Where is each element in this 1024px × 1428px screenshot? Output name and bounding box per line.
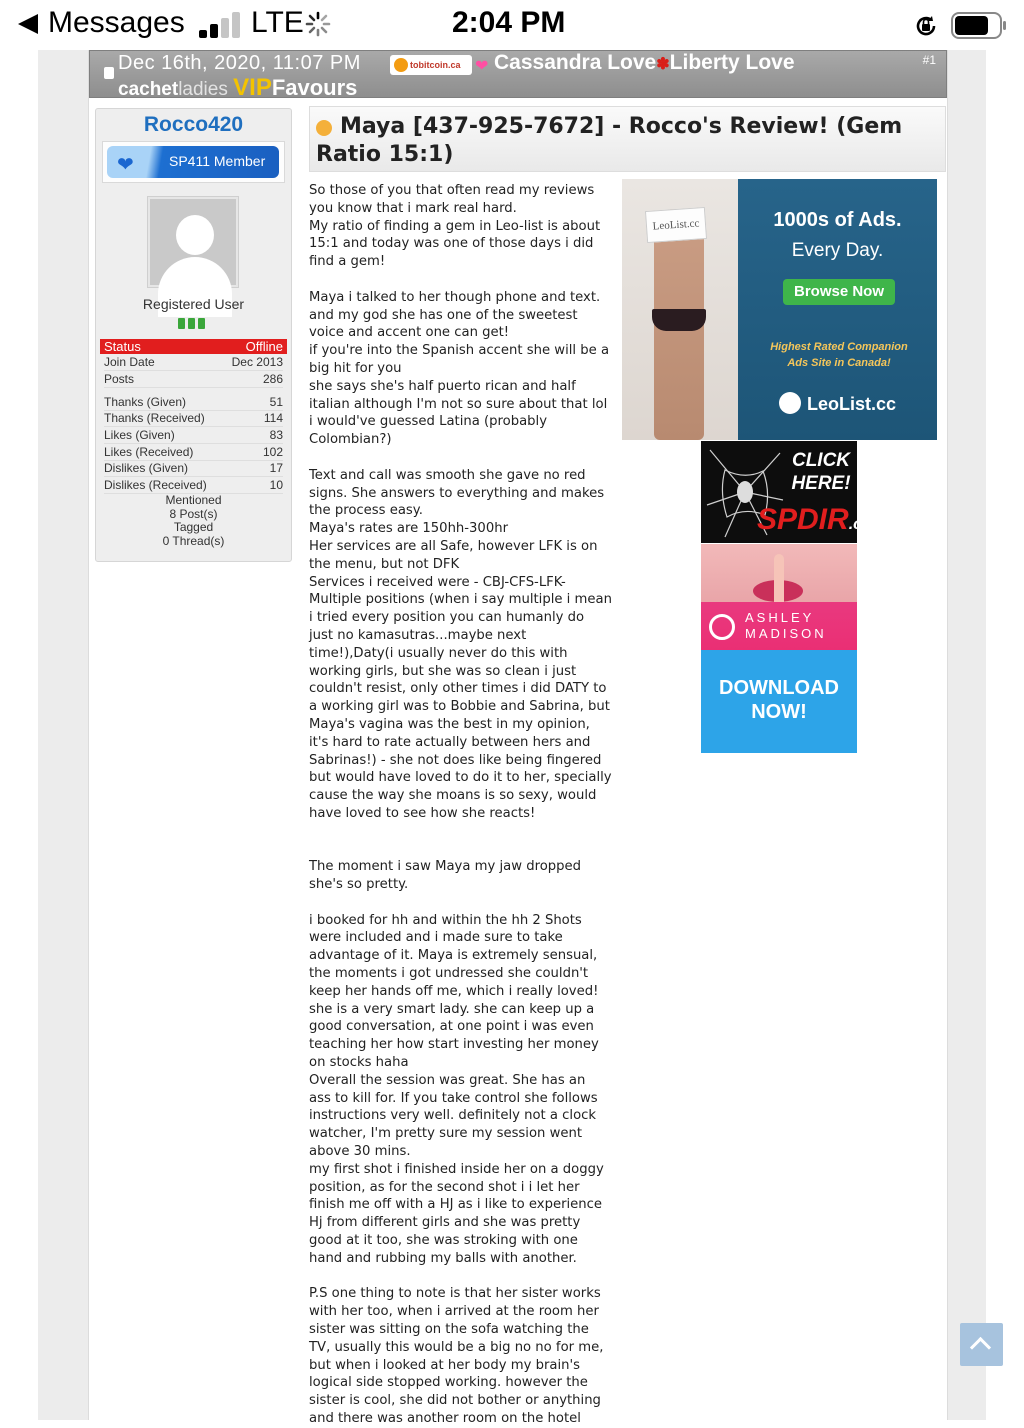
sponsor-badge[interactable]: tobitcoin.ca (390, 55, 472, 75)
stat-label: Dislikes (Received) (104, 478, 207, 492)
click-here-line: CLICK (791, 450, 851, 471)
stat-label: Likes (Received) (104, 445, 194, 459)
post-title-box (309, 106, 946, 172)
post-paragraph: So those of you that often read my reviews you know that i mark real hard. My ratio of finding a gem in Leo-list is about 15:1 and today was one of those days i did find a gem! (309, 183, 601, 270)
back-app-label[interactable]: Messages (48, 6, 185, 39)
ad-photo-sign: LeoList.cc (645, 207, 707, 243)
tagged-label: Tagged (173, 520, 214, 534)
spdir-logo-suffix: .cc (848, 516, 871, 533)
scroll-to-top-button[interactable] (960, 1323, 1003, 1366)
stat-value: Dec 2013 (231, 355, 283, 369)
stat-value: 286 (262, 372, 283, 386)
avatar-placeholder-head (176, 215, 214, 255)
sponsor-brand-vip: VIP (233, 74, 272, 101)
download-line: NOW! (751, 701, 807, 723)
ashley-madison-brand (701, 602, 857, 650)
stat-value: 17 (269, 461, 283, 475)
download-line: DOWNLOAD (719, 677, 839, 699)
wordmark-line: MADISON (745, 626, 827, 641)
rose-icon: ✽ (656, 56, 670, 73)
leolist-ad-banner[interactable] (622, 179, 937, 440)
post-body (309, 182, 625, 1428)
loading-spinner-icon (305, 11, 331, 37)
stat-label: Dislikes (Given) (104, 461, 189, 475)
stat-label: Join Date (104, 355, 155, 369)
stat-value: 102 (262, 445, 283, 459)
ad-panel (738, 179, 937, 440)
stat-label: Thanks (Received) (104, 411, 205, 425)
username-link[interactable]: Rocco420 (143, 113, 244, 136)
download-now-button[interactable] (701, 650, 857, 753)
post-paragraph: i booked for hh and within the hh 2 Shots were included and i made sure to take advantage of it. Maya is extremely sensual, the moments i got undressed she couldn't keep her hands off me, which i really loved! she is a very smart lady. she can keep up a good conversation, at one point i was even teaching her how start investing her money on stocks haha Overall the session was great. She has an ass to kill for. If you take control she follows instructions very well. definitely not a clock watcher, I'm pretty sure my session went above 30 mins. my first shot i finished inside her on a doggy position, as for the second shot i i let her finish me off with a HJ as i like to experience Hj from different girls and she was pretty good at it too, she was stroking with one hand and rubbing my balls with another. (309, 912, 604, 1266)
post-date: Dec 16th, 2020, 11:07 PM (118, 52, 361, 74)
stat-value: 114 (263, 411, 283, 425)
rank-label: SP411 Member (169, 153, 266, 169)
ashley-madison-wordmark (745, 610, 827, 642)
battery-icon (951, 12, 1007, 39)
sponsor-names[interactable] (494, 51, 795, 75)
stat-value: 10 (269, 478, 283, 492)
user-info-card (95, 108, 292, 562)
stat-row (104, 461, 283, 477)
ad-photo-garment (652, 309, 706, 331)
sponsor-brand-cachet: cachet (118, 79, 179, 100)
post-header (89, 50, 947, 101)
heart-icon: ❤ (117, 152, 134, 176)
ad-tagline-line: Ads Site in Canada! (787, 357, 891, 369)
back-arrow-icon[interactable] (18, 14, 38, 34)
stat-row (104, 355, 283, 371)
ashley-madison-logo-icon (709, 614, 735, 640)
mentioned-label: Mentioned (165, 493, 222, 507)
post-paragraph: The moment i saw Maya my jaw dropped she's so pretty. (309, 859, 581, 893)
user-title: Registered User (142, 296, 245, 312)
signal-icon (199, 12, 243, 38)
sponsor-brand-favours: Favours (271, 75, 358, 100)
rank-box (102, 141, 285, 183)
stat-value: 83 (269, 428, 283, 442)
sponsor-name-2[interactable]: Liberty Love (669, 51, 795, 74)
ad-tagline (744, 339, 934, 371)
ios-status-bar (0, 0, 1024, 50)
heart-icon: ❤ (475, 56, 489, 75)
tagged-link[interactable]: 0 Thread(s) (162, 534, 225, 548)
leolist-logo (738, 392, 937, 415)
stat-label: Posts (104, 372, 135, 386)
spdir-ad-banner[interactable] (701, 441, 871, 543)
stat-label: Thanks (Given) (104, 395, 187, 409)
post-number[interactable]: #1 (922, 53, 936, 67)
sponsor-brand-ladies: ladies (178, 79, 228, 100)
leolist-logo-text: LeoList.cc (806, 394, 897, 414)
ad-photo (622, 179, 738, 440)
stat-label: Likes (Given) (104, 428, 175, 442)
post-paragraph: Maya i talked to her though phone and text. and my god she has one of the sweetest voice and accent one can get! if you're into the Spanish accent she will be a big hit for you she says she's half puerto rican and half italian although I'm not so sure about that lol i would've guessed Latina (probably Colombian?) (309, 289, 610, 448)
browse-now-button[interactable]: Browse Now (783, 279, 895, 305)
ad-photo (701, 544, 857, 650)
sponsor-name-1[interactable]: Cassandra Love (494, 51, 657, 74)
stat-row (104, 428, 283, 444)
stat-row (104, 411, 283, 427)
stat-row (104, 372, 283, 388)
click-here-line: HERE! (791, 473, 851, 494)
mentioned-link[interactable]: 8 Post(s) (169, 507, 218, 521)
status-value: Offline (245, 339, 283, 354)
leolist-logo-icon (779, 392, 801, 414)
rotation-lock-icon (912, 12, 940, 40)
stat-row (104, 395, 283, 411)
stat-row (104, 445, 283, 461)
spdir-logo (757, 503, 871, 537)
post-paragraph: Text and call was smooth she gave no red signs. She answers to everything and makes the process easy. Maya's rates are 150hh-300hr Her services are all Safe, however LFK is on the menu, but not DFK Services i received were - CBJ-CFS-LFK- Multiple positions (when i say multiple i mean i tried every position you can humanly do just no kamasutras...maybe next time!),Daty(i usually never do this with working girls, but she was so clean i just couldn't resist, only other times i did DATY to a working girl was to Bobbie and Sabrina, but Maya's vagina was the best in my opinion, it's hard to rate actually between hers and Sabrinas!) - she not does like being fingered but would have loved to do it to her, specially cause the way she moans is so sexy, would have loved to see how she reacts! (309, 467, 612, 821)
ashley-madison-ad-banner[interactable] (701, 544, 857, 753)
status-label: Status (104, 339, 141, 354)
reputation-bars (178, 318, 208, 330)
online-status (100, 339, 287, 354)
avatar[interactable] (148, 197, 238, 287)
ad-subheadline: Every Day. (791, 240, 884, 261)
wordmark-line: ASHLEY (745, 610, 815, 625)
spdir-logo-text: SPDIR (757, 503, 849, 536)
click-here-text (787, 449, 855, 495)
stat-row (104, 478, 283, 494)
stat-value: 51 (269, 395, 283, 409)
post-title: Maya [437-925-7672] - Rocco's Review! (Gem Ratio 15:1) (316, 114, 903, 167)
post-status-icon (104, 67, 114, 79)
network-label: LTE (251, 6, 304, 39)
ad-headline: 1000s of Ads. (773, 209, 902, 231)
ad-tagline-line: Highest Rated Companion (770, 341, 908, 353)
clock: 2:04 PM (452, 6, 566, 39)
post-paragraph: P.S one thing to note is that her sister works with her too, when i arrived at the room her sister was sitting on the sofa watching the TV, usually this would be a big no no for me, but when i looked at her body my brain's logical side stopped working. however the sister is cool, she did not bother or anything and there was another room on the hotel (309, 1286, 604, 1426)
sponsor-banner[interactable] (118, 74, 357, 102)
rank-badge (107, 146, 279, 178)
